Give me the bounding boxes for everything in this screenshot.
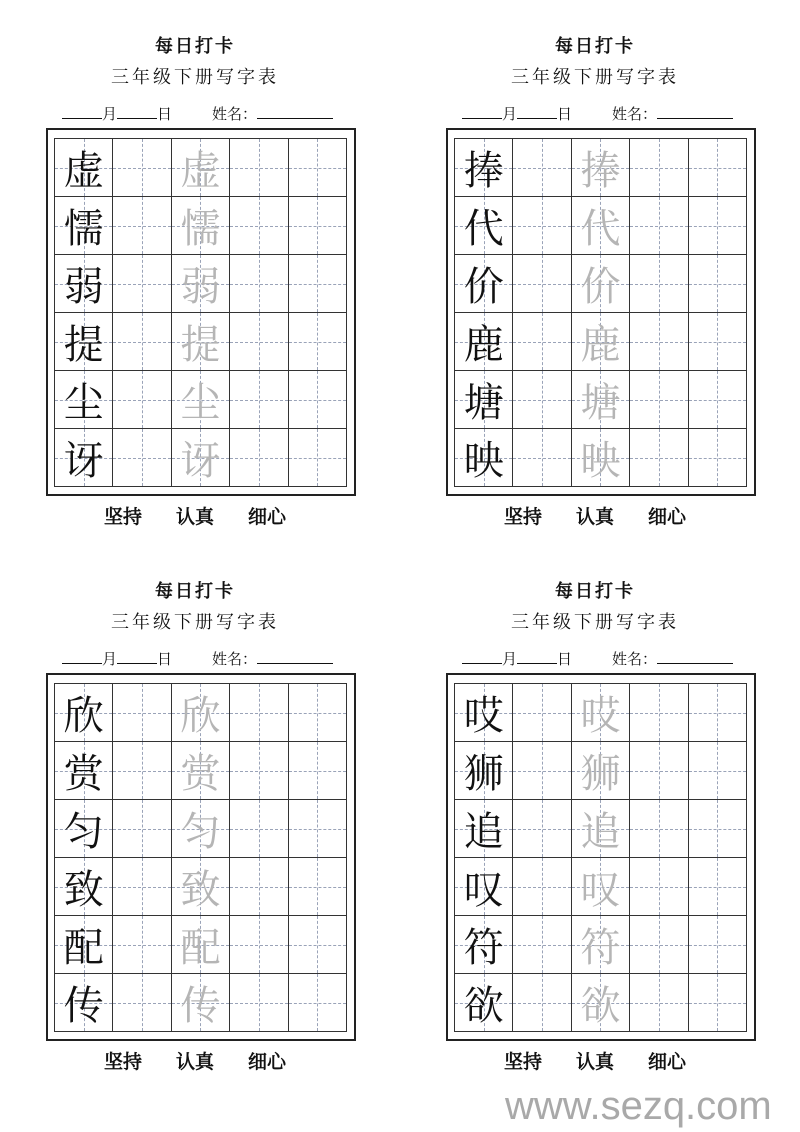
trace-char-cell[interactable] xyxy=(172,371,230,429)
trace-char-cell[interactable] xyxy=(572,916,630,974)
model-char-cell xyxy=(55,742,113,800)
model-char: 价 xyxy=(463,264,504,310)
trace-char-cell[interactable] xyxy=(572,313,630,371)
motto xyxy=(440,1051,750,1074)
date-name-line xyxy=(462,103,733,124)
model-char-cell xyxy=(455,858,513,916)
writing-cell[interactable] xyxy=(230,313,288,371)
tianzige-grid xyxy=(454,138,747,487)
trace-char: 配 xyxy=(180,925,221,971)
writing-cell[interactable] xyxy=(113,800,171,858)
model-char: 哎 xyxy=(463,693,504,739)
writing-cell[interactable] xyxy=(513,313,571,371)
writing-cell[interactable] xyxy=(689,371,747,429)
motto-word: 坚持 xyxy=(103,1051,142,1073)
writing-cell[interactable] xyxy=(289,742,347,800)
trace-char-cell[interactable] xyxy=(572,742,630,800)
writing-cell[interactable] xyxy=(289,800,347,858)
model-char: 塘 xyxy=(463,380,504,426)
writing-cell[interactable] xyxy=(230,371,288,429)
model-char: 配 xyxy=(63,925,104,971)
writing-cell[interactable] xyxy=(689,139,747,197)
writing-cell[interactable] xyxy=(230,684,288,742)
month-label: 月 xyxy=(102,650,118,668)
model-char: 欣 xyxy=(63,693,104,739)
trace-char-cell[interactable] xyxy=(172,800,230,858)
writing-cell[interactable] xyxy=(230,197,288,255)
writing-cell[interactable] xyxy=(513,255,571,313)
model-char-cell xyxy=(55,197,113,255)
model-char: 映 xyxy=(463,438,504,484)
trace-char: 提 xyxy=(180,322,221,368)
writing-cell[interactable] xyxy=(513,742,571,800)
model-char: 传 xyxy=(63,983,104,1029)
writing-cell[interactable] xyxy=(230,916,288,974)
trace-char: 欲 xyxy=(580,983,621,1029)
name-blank[interactable] xyxy=(257,649,333,664)
writing-cell[interactable] xyxy=(513,139,571,197)
writing-cell[interactable] xyxy=(289,255,347,313)
name-blank[interactable] xyxy=(657,104,733,119)
trace-char: 尘 xyxy=(180,380,221,426)
model-char: 欲 xyxy=(463,983,504,1029)
date-name-line xyxy=(62,648,333,669)
month-blank[interactable] xyxy=(462,104,502,119)
trace-char: 虚 xyxy=(180,148,221,194)
motto xyxy=(440,506,750,529)
tianzige-grid xyxy=(54,138,347,487)
date-name-line xyxy=(462,648,733,669)
month-blank[interactable] xyxy=(462,649,502,664)
motto-word: 认真 xyxy=(175,506,214,528)
tianzige-frame xyxy=(446,673,756,1041)
model-char-cell xyxy=(55,916,113,974)
motto-word: 细心 xyxy=(648,1051,687,1073)
motto-word: 坚持 xyxy=(103,506,142,528)
model-char-cell xyxy=(55,858,113,916)
trace-char-cell[interactable] xyxy=(572,858,630,916)
model-char: 讶 xyxy=(63,438,104,484)
trace-char: 价 xyxy=(580,264,621,310)
trace-char: 符 xyxy=(580,925,621,971)
model-char-cell xyxy=(455,313,513,371)
tianzige-grid xyxy=(54,683,347,1032)
model-char: 符 xyxy=(463,925,504,971)
writing-cell[interactable] xyxy=(113,858,171,916)
trace-char-cell[interactable] xyxy=(572,255,630,313)
name-blank[interactable] xyxy=(657,649,733,664)
model-char-cell xyxy=(455,139,513,197)
writing-cell[interactable] xyxy=(230,255,288,313)
tianzige-frame xyxy=(46,128,356,496)
trace-char: 映 xyxy=(580,438,621,484)
writing-cell[interactable] xyxy=(689,974,747,1032)
writing-cell[interactable] xyxy=(630,255,688,313)
writing-cell[interactable] xyxy=(230,742,288,800)
month-blank[interactable] xyxy=(62,104,102,119)
tianzige-frame xyxy=(46,673,356,1041)
model-char-cell xyxy=(55,139,113,197)
practice-card xyxy=(440,0,750,528)
trace-char-cell[interactable] xyxy=(172,429,230,487)
trace-char: 叹 xyxy=(580,867,621,913)
writing-cell[interactable] xyxy=(513,858,571,916)
writing-cell[interactable] xyxy=(630,313,688,371)
day-label: 日 xyxy=(557,105,573,123)
practice-card xyxy=(40,0,350,528)
trace-char: 讶 xyxy=(180,438,221,484)
writing-cell[interactable] xyxy=(689,313,747,371)
motto-word: 细心 xyxy=(248,1051,287,1073)
writing-cell[interactable] xyxy=(113,742,171,800)
trace-char-cell[interactable] xyxy=(572,974,630,1032)
day-label: 日 xyxy=(557,650,573,668)
model-char: 狮 xyxy=(463,751,504,797)
model-char-cell xyxy=(455,429,513,487)
writing-cell[interactable] xyxy=(230,858,288,916)
trace-char: 致 xyxy=(180,867,221,913)
day-blank[interactable] xyxy=(517,649,557,664)
model-char-cell xyxy=(455,800,513,858)
writing-cell[interactable] xyxy=(113,371,171,429)
model-char-cell xyxy=(55,429,113,487)
card-title: 每日打卡 xyxy=(555,581,635,602)
trace-char: 代 xyxy=(580,206,621,252)
motto xyxy=(40,506,350,529)
trace-char-cell[interactable] xyxy=(572,684,630,742)
model-char: 弱 xyxy=(63,264,104,310)
writing-cell[interactable] xyxy=(113,916,171,974)
writing-cell[interactable] xyxy=(689,197,747,255)
model-char: 追 xyxy=(463,809,504,855)
writing-cell[interactable] xyxy=(630,197,688,255)
trace-char: 哎 xyxy=(580,693,621,739)
trace-char: 鹿 xyxy=(580,322,621,368)
trace-char: 欣 xyxy=(180,693,221,739)
trace-char: 追 xyxy=(580,809,621,855)
trace-char: 狮 xyxy=(580,751,621,797)
name-label: 姓名： xyxy=(212,105,258,123)
trace-char: 捧 xyxy=(580,148,621,194)
trace-char-cell[interactable] xyxy=(572,139,630,197)
watermark: www.sezq.com xyxy=(505,1084,772,1128)
writing-cell[interactable] xyxy=(689,800,747,858)
writing-cell[interactable] xyxy=(113,429,171,487)
model-char: 懦 xyxy=(63,206,104,252)
writing-cell[interactable] xyxy=(289,974,347,1032)
model-char-cell xyxy=(55,684,113,742)
trace-char: 匀 xyxy=(180,809,221,855)
trace-char-cell[interactable] xyxy=(172,974,230,1032)
trace-char: 懦 xyxy=(180,206,221,252)
writing-cell[interactable] xyxy=(630,139,688,197)
model-char: 匀 xyxy=(63,809,104,855)
writing-cell[interactable] xyxy=(630,916,688,974)
trace-char: 赏 xyxy=(180,751,221,797)
day-blank[interactable] xyxy=(117,104,157,119)
writing-cell[interactable] xyxy=(289,313,347,371)
card-subtitle: 三年级下册写字表 xyxy=(111,612,279,633)
model-char: 致 xyxy=(63,867,104,913)
writing-cell[interactable] xyxy=(630,974,688,1032)
trace-char: 塘 xyxy=(580,380,621,426)
trace-char-cell[interactable] xyxy=(172,916,230,974)
writing-cell[interactable] xyxy=(113,139,171,197)
name-label: 姓名： xyxy=(612,105,658,123)
writing-cell[interactable] xyxy=(513,916,571,974)
model-char-cell xyxy=(55,371,113,429)
motto-word: 认真 xyxy=(575,1051,614,1073)
writing-cell[interactable] xyxy=(630,742,688,800)
month-label: 月 xyxy=(502,650,518,668)
model-char: 鹿 xyxy=(463,322,504,368)
writing-cell[interactable] xyxy=(513,800,571,858)
trace-char-cell[interactable] xyxy=(572,371,630,429)
name-label: 姓名： xyxy=(212,650,258,668)
model-char: 叹 xyxy=(463,867,504,913)
trace-char-cell[interactable] xyxy=(572,197,630,255)
writing-cell[interactable] xyxy=(113,684,171,742)
writing-cell[interactable] xyxy=(230,429,288,487)
model-char: 代 xyxy=(463,206,504,252)
date-name-line xyxy=(62,103,333,124)
model-char: 捧 xyxy=(463,148,504,194)
writing-cell[interactable] xyxy=(513,429,571,487)
tianzige-grid xyxy=(454,683,747,1032)
trace-char: 弱 xyxy=(180,264,221,310)
writing-cell[interactable] xyxy=(230,139,288,197)
trace-char-cell[interactable] xyxy=(172,313,230,371)
writing-cell[interactable] xyxy=(289,916,347,974)
practice-card xyxy=(440,545,750,1073)
model-char-cell xyxy=(55,974,113,1032)
trace-char-cell[interactable] xyxy=(172,684,230,742)
model-char: 赏 xyxy=(63,751,104,797)
motto-word: 坚持 xyxy=(503,506,542,528)
writing-cell[interactable] xyxy=(113,197,171,255)
month-label: 月 xyxy=(102,105,118,123)
tianzige-frame xyxy=(446,128,756,496)
day-label: 日 xyxy=(157,105,173,123)
writing-cell[interactable] xyxy=(513,371,571,429)
writing-cell[interactable] xyxy=(630,371,688,429)
model-char-cell xyxy=(455,371,513,429)
writing-cell[interactable] xyxy=(513,197,571,255)
trace-char: 传 xyxy=(180,983,221,1029)
card-subtitle: 三年级下册写字表 xyxy=(511,67,679,88)
writing-cell[interactable] xyxy=(630,800,688,858)
trace-char-cell[interactable] xyxy=(172,742,230,800)
card-title: 每日打卡 xyxy=(155,581,235,602)
writing-cell[interactable] xyxy=(689,916,747,974)
card-subtitle: 三年级下册写字表 xyxy=(511,612,679,633)
day-blank[interactable] xyxy=(517,104,557,119)
writing-cell[interactable] xyxy=(113,974,171,1032)
model-char-cell xyxy=(55,255,113,313)
writing-cell[interactable] xyxy=(630,858,688,916)
model-char-cell xyxy=(455,742,513,800)
writing-cell[interactable] xyxy=(230,974,288,1032)
practice-card xyxy=(40,545,350,1073)
name-label: 姓名： xyxy=(612,650,658,668)
motto-word: 细心 xyxy=(248,506,287,528)
month-label: 月 xyxy=(502,105,518,123)
model-char-cell xyxy=(455,255,513,313)
model-char: 提 xyxy=(63,322,104,368)
card-subtitle: 三年级下册写字表 xyxy=(111,67,279,88)
trace-char-cell[interactable] xyxy=(572,429,630,487)
day-blank[interactable] xyxy=(117,649,157,664)
writing-cell[interactable] xyxy=(689,742,747,800)
model-char-cell xyxy=(55,800,113,858)
trace-char-cell[interactable] xyxy=(172,139,230,197)
motto-word: 细心 xyxy=(648,506,687,528)
writing-cell[interactable] xyxy=(113,255,171,313)
name-blank[interactable] xyxy=(257,104,333,119)
model-char-cell xyxy=(55,313,113,371)
writing-cell[interactable] xyxy=(289,371,347,429)
writing-cell[interactable] xyxy=(689,684,747,742)
writing-cell[interactable] xyxy=(230,800,288,858)
writing-cell[interactable] xyxy=(513,684,571,742)
motto-word: 认真 xyxy=(175,1051,214,1073)
writing-cell[interactable] xyxy=(689,255,747,313)
writing-cell[interactable] xyxy=(113,313,171,371)
motto-word: 认真 xyxy=(575,506,614,528)
trace-char-cell[interactable] xyxy=(172,197,230,255)
writing-cell[interactable] xyxy=(689,858,747,916)
card-title: 每日打卡 xyxy=(555,36,635,57)
month-blank[interactable] xyxy=(62,649,102,664)
writing-cell[interactable] xyxy=(289,139,347,197)
writing-cell[interactable] xyxy=(289,429,347,487)
writing-cell[interactable] xyxy=(630,429,688,487)
writing-cell[interactable] xyxy=(289,684,347,742)
model-char: 尘 xyxy=(63,380,104,426)
writing-cell[interactable] xyxy=(289,197,347,255)
model-char-cell xyxy=(455,197,513,255)
model-char-cell xyxy=(455,974,513,1032)
writing-cell[interactable] xyxy=(289,858,347,916)
trace-char-cell[interactable] xyxy=(572,800,630,858)
model-char-cell xyxy=(455,684,513,742)
motto xyxy=(40,1051,350,1074)
motto-word: 坚持 xyxy=(503,1051,542,1073)
writing-cell[interactable] xyxy=(630,684,688,742)
trace-char-cell[interactable] xyxy=(172,858,230,916)
writing-cell[interactable] xyxy=(689,429,747,487)
trace-char-cell[interactable] xyxy=(172,255,230,313)
day-label: 日 xyxy=(157,650,173,668)
model-char-cell xyxy=(455,916,513,974)
writing-cell[interactable] xyxy=(513,974,571,1032)
model-char: 虚 xyxy=(63,148,104,194)
card-title: 每日打卡 xyxy=(155,36,235,57)
